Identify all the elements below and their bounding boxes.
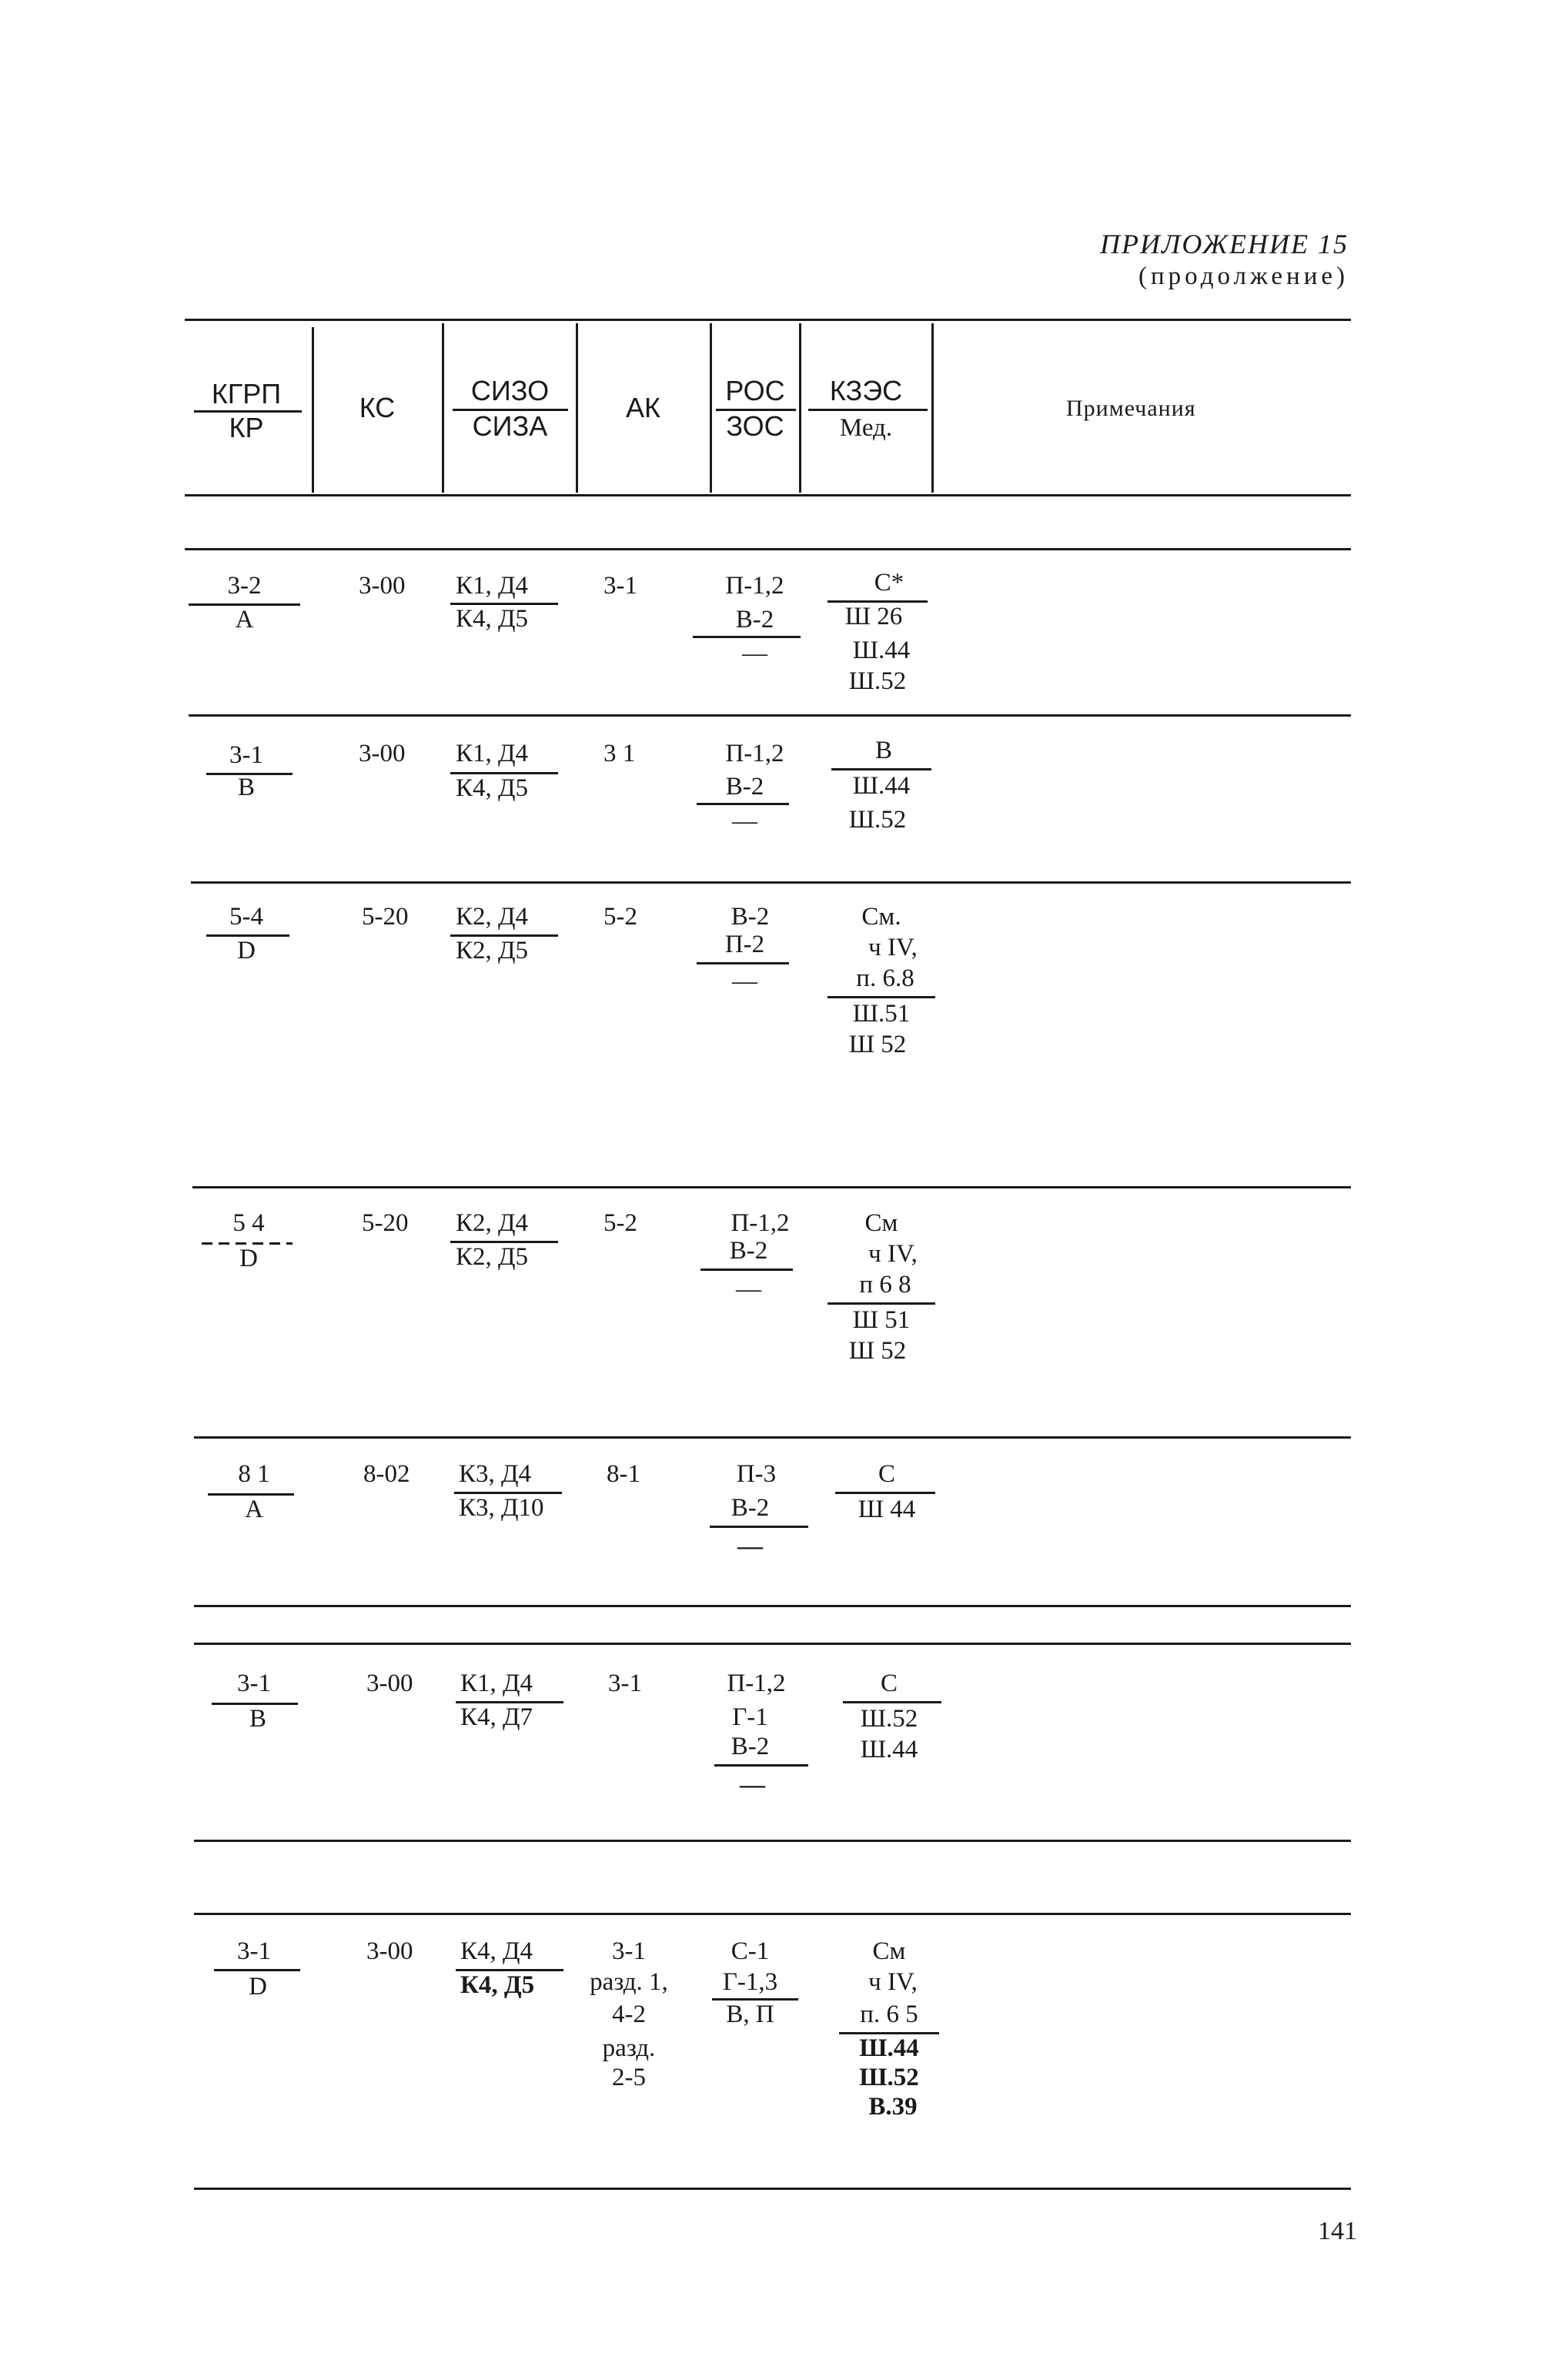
cell-ros: С-1 [731,1937,770,1965]
col-header-siza: СИЗА [472,410,548,442]
fraction-line [831,768,931,770]
cell-ros: П-1,2 [725,740,784,767]
cell-sizo: К4, Д4 [460,1937,533,1965]
cell-ak: разд. [602,2034,656,2062]
col-header-notes: Примечания [1066,396,1196,421]
cell-ks: 3-00 [359,740,406,767]
cell-ks: 8-02 [363,1460,410,1488]
cell-kr: D [239,1245,258,1272]
cell-ks: 5-20 [362,903,409,931]
fraction-line [214,1969,300,1971]
header-col-sep [312,327,314,493]
col-header-ak: АК [626,392,660,423]
cell-sizo: К2, Д4 [456,903,529,931]
cell-med: Ш.44 [852,637,911,664]
cell-ros: П-1,2 [731,1209,790,1237]
row-separator [192,1186,1351,1188]
cell-med: Ш.52 [848,806,907,834]
cell-kgrp: 5-4 [229,903,263,931]
cell-ros: П-1,2 [725,572,784,600]
cell-ros: П-2 [724,931,765,958]
fraction-line [827,996,935,998]
cell-zos: — [742,640,767,667]
cell-ak: разд. 1, [590,1968,668,1996]
col-header-ros: РОС [725,375,785,406]
appendix-title: ПРИЛОЖЕНИЕ 15 [1100,229,1349,259]
cell-kzes: п. 6 5 [860,2001,918,2028]
table-bottom-rule [194,2188,1351,2190]
cell-kzes: ч IV, [868,934,918,961]
cell-siza: К4, Д5 [456,774,529,802]
cell-kzes: С [880,1670,898,1697]
cell-med: Ш.52 [848,667,907,695]
cell-ros: В-2 [725,773,764,801]
cell-med: Ш 51 [852,1306,911,1334]
header-col-sep [799,323,801,493]
fraction-line [700,1269,793,1271]
fraction-line [697,962,789,964]
cell-kzes: С* [874,569,904,597]
cell-ros: В-2 [731,1733,770,1760]
cell-ak: 3-1 [608,1670,642,1697]
col-header-med: Мед. [839,414,893,442]
cell-zos: — [736,1275,761,1303]
cell-kgrp: 8 1 [238,1460,270,1488]
row-separator [191,881,1351,884]
row-separator [194,1913,1351,1915]
cell-kr: В [237,774,255,801]
cell-kzes: В [874,737,892,764]
col-header-zos: ЗОС [726,410,784,442]
cell-med: Ш 52 [848,1031,907,1058]
fraction-line [827,1302,935,1305]
cell-zos: В, П [726,2001,774,2028]
cell-ros: В-2 [735,606,774,633]
cell-med: Ш 26 [844,603,903,630]
cell-kgrp: 3-1 [229,741,263,769]
cell-siza: К4, Д7 [460,1703,533,1731]
cell-zos: — [732,968,757,995]
cell-zos: — [740,1771,765,1799]
cell-kzes: п 6 8 [859,1271,911,1299]
col-header-ks: КС [359,392,396,423]
fraction-line [710,1526,808,1528]
col-header-kgrp: КГРП [211,378,282,409]
cell-kgrp: 3-1 [237,1670,271,1697]
cell-med: Ш 52 [848,1337,907,1365]
appendix-subtitle: (продолжение) [1138,262,1349,290]
cell-ak: 5-2 [603,1209,637,1237]
cell-ros: В-2 [729,1237,768,1265]
fraction-line [693,636,801,638]
row-separator [194,1643,1351,1645]
cell-siza: К2, Д5 [456,1243,529,1271]
header-col-sep [576,323,578,493]
cell-siza: К2, Д5 [456,937,529,964]
col-header-sizo: СИЗО [470,375,550,406]
cell-ak: 3 1 [603,740,636,767]
cell-sizo: К1, Д4 [456,740,529,767]
cell-ks: 3-00 [366,1670,413,1697]
cell-kzes: См [864,1209,898,1237]
cell-ros: П-1,2 [727,1670,786,1697]
cell-kgrp: 5 4 [232,1209,265,1237]
cell-ak: 2-5 [612,2064,646,2091]
cell-sizo: К1, Д4 [460,1670,533,1697]
cell-ak: 4-2 [612,2001,646,2028]
cell-kr: В [249,1705,266,1733]
cell-kzes: ч IV, [868,1968,918,1996]
fraction-line [714,1764,808,1767]
cell-sizo: К1, Д4 [456,572,529,600]
cell-zos: — [732,807,757,835]
fraction-line [697,803,789,805]
cell-ros: В-2 [731,903,770,931]
page-number: 141 [1318,2217,1357,2245]
cell-ros: П-3 [736,1460,777,1488]
header-col-sep [442,323,444,493]
cell-kr: А [245,1496,263,1523]
col-header-kr: КР [229,412,264,443]
cell-ks: 5-20 [362,1209,409,1237]
cell-sizo: К3, Д4 [459,1460,532,1488]
cell-ak: 3-1 [603,572,637,600]
cell-kzes: С [878,1460,895,1488]
cell-ak: 3-1 [612,1937,646,1965]
table-top-rule [185,319,1351,321]
row-separator [194,1605,1351,1607]
cell-med: Ш.52 [860,1705,918,1733]
cell-med: Ш.44 [852,772,911,800]
header-col-sep [931,323,934,493]
cell-med: В.39 [868,2093,918,2121]
cell-ak: 8-1 [607,1460,640,1488]
cell-kr: А [235,606,254,633]
cell-med: Ш 44 [858,1496,916,1523]
cell-zos: — [737,1533,763,1560]
cell-kzes: См [872,1937,906,1965]
fraction-line [843,1701,941,1703]
cell-ros: В-2 [731,1494,770,1522]
cell-ak: 5-2 [603,903,637,931]
cell-siza: К4, Д5 [460,1971,535,1999]
cell-kzes: п. 6.8 [856,964,914,992]
row-separator [194,1436,1351,1439]
header-col-sep [710,323,712,493]
cell-med: Ш.52 [859,2064,919,2091]
col-header-kzes: КЗЭС [829,375,903,406]
cell-sizo: К2, Д4 [456,1209,529,1237]
row-separator [194,1840,1351,1842]
header-fraction-line [808,409,928,411]
cell-kr: D [249,1973,267,2001]
cell-kzes: ч IV, [868,1240,918,1268]
cell-kgrp: 3-2 [227,572,262,600]
cell-ks: 3-00 [366,1937,413,1965]
cell-ros: Г-1 [732,1703,768,1731]
row-separator [185,548,1351,550]
cell-med: Ш.44 [859,2034,919,2062]
cell-kr: D [237,937,256,964]
cell-siza: К3, Д10 [459,1494,544,1522]
cell-med: Ш.44 [860,1736,918,1763]
cell-kgrp: 3-1 [237,1937,271,1965]
cell-siza: К4, Д5 [456,605,529,633]
row-separator [189,714,1351,717]
fraction-line [835,1492,935,1494]
cell-ros: Г-1,3 [722,1968,778,1996]
cell-kzes: См. [861,903,901,931]
cell-med: Ш.51 [852,1000,911,1028]
header-bottom-rule [185,494,1351,496]
cell-ks: 3-00 [359,572,406,600]
